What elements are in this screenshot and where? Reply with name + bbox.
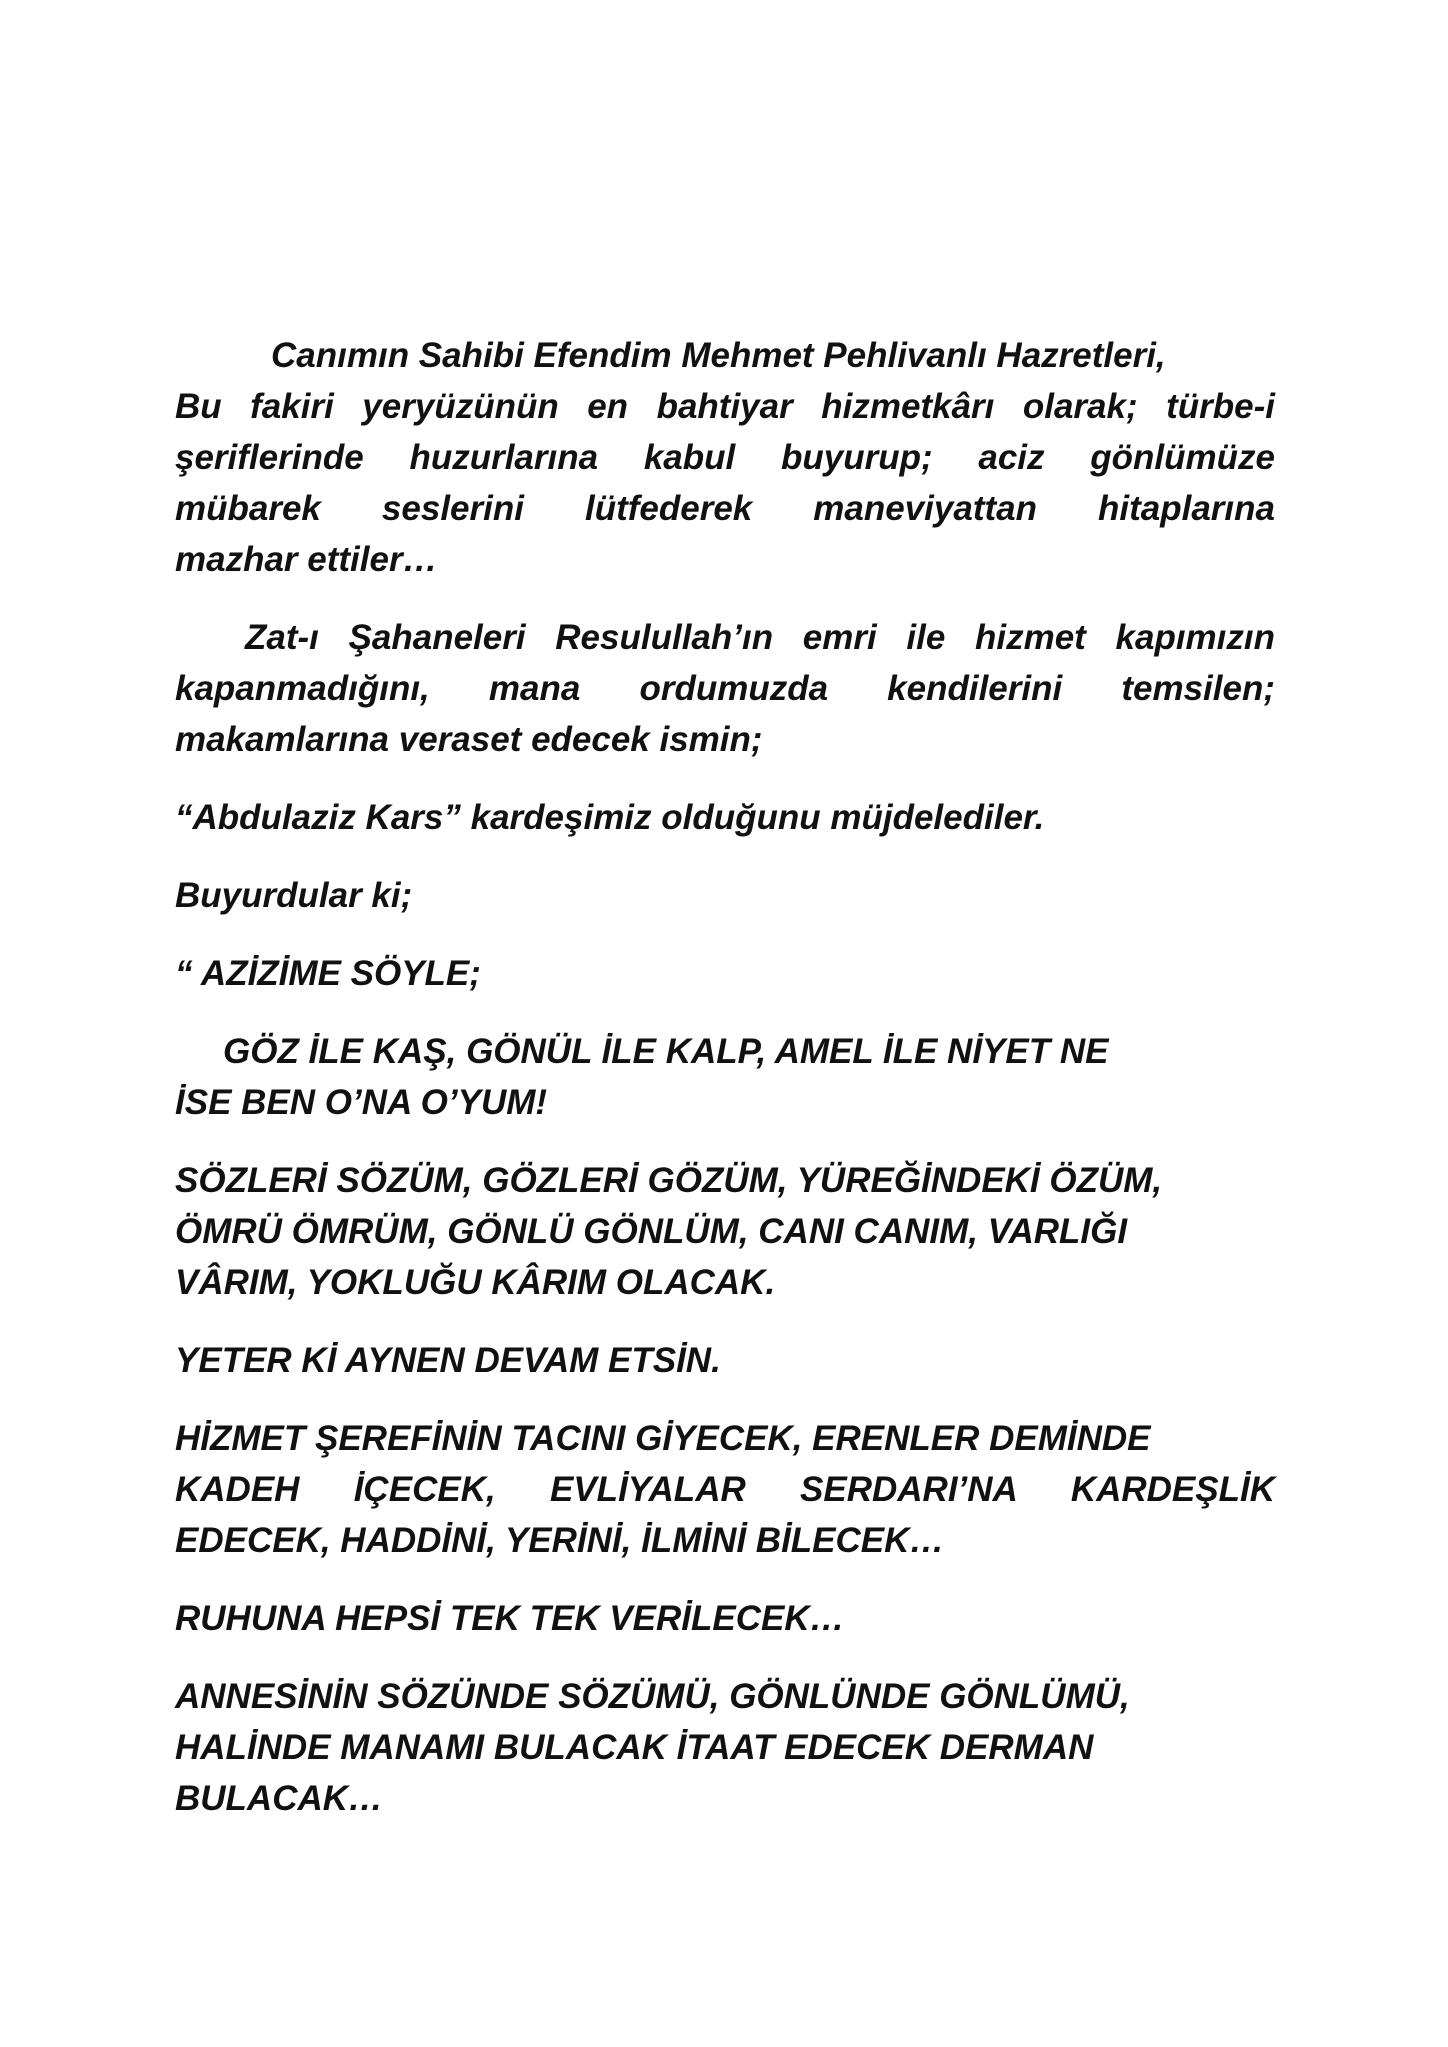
text-line: BULACAK… [175,1779,384,1818]
text-line: HİZMET ŞEREFİNİN TACINI GİYECEK, ERENLER DEMİNDE [175,1419,1151,1458]
text-line: HALİNDE MANAMI BULACAK İTAAT EDECEK DERMAN [175,1728,1094,1767]
paragraph-opening [175,330,1275,585]
paragraph-announcement [175,792,1275,843]
paragraph-succession [175,612,1275,765]
paragraph-intro [175,870,1275,921]
text-line: SÖZLERİ SÖZÜM, GÖZLERİ GÖZÜM, YÜREĞİNDEKİ ÖZÜM, [175,1161,1163,1200]
text-line: KADEH İÇECEK, EVLİYALAR SERDARI’NA KARDEŞLİK [175,1470,1275,1509]
text-line: GÖZ İLE KAŞ, GÖNÜL İLE KALP, AMEL İLE NİYET NE [223,1032,1109,1071]
paragraph-address [175,948,1275,999]
paragraph-quote-2 [175,1155,1275,1308]
text-line: makamlarına veraset edecek ismin; [175,720,763,759]
text-line: mazhar ettiler… [175,540,438,579]
paragraph-quote-5 [175,1593,1275,1644]
text-line: YETER Kİ AYNEN DEVAM ETSİN. [175,1341,721,1380]
text-line: şeriflerinde huzurlarına kabul buyurup; aciz gönlümüze [175,438,1275,477]
paragraph-quote-3 [175,1335,1275,1386]
text-line: Zat-ı Şahaneleri Resulullah’ın emri ile hizmet kapımızın [245,618,1275,657]
text-line: “ AZİZİME SÖYLE; [175,954,481,993]
text-line: Canımın Sahibi Efendim Mehmet Pehlivanlı Hazretleri, [271,336,1166,375]
paragraph-quote-4 [175,1413,1275,1566]
text-line: VÂRIM, YOKLUĞU KÂRIM OLACAK. [175,1263,776,1302]
text-line: kapanmadığını, mana ordumuzda kendilerini temsilen; [175,669,1275,708]
text-line: Buyurdular ki; [175,876,413,915]
text-line: Bu fakiri yeryüzünün en bahtiyar hizmetkârı olarak; türbe-i [175,387,1275,426]
text-line: EDECEK, HADDİNİ, YERİNİ, İLMİNİ BİLECEK… [175,1521,945,1560]
text-line: İSE BEN O’NA O’YUM! [175,1083,548,1122]
paragraph-quote-6 [175,1671,1275,1824]
text-line: “Abdulaziz Kars” kardeşimiz olduğunu müjdelediler. [175,798,1045,837]
text-line: ANNESİNİN SÖZÜNDE SÖZÜMÜ, GÖNLÜNDE GÖNLÜMÜ, [175,1677,1130,1716]
paragraph-quote-1 [175,1026,1275,1128]
text-line: RUHUNA HEPSİ TEK TEK VERİLECEK… [175,1599,845,1638]
text-line: mübarek seslerini lütfederek maneviyattan hitaplarına [175,489,1275,528]
text-line: ÖMRÜ ÖMRÜM, GÖNLÜ GÖNLÜM, CANI CANIM, VARLIĞI [175,1212,1128,1251]
letter-body [175,330,1275,1851]
